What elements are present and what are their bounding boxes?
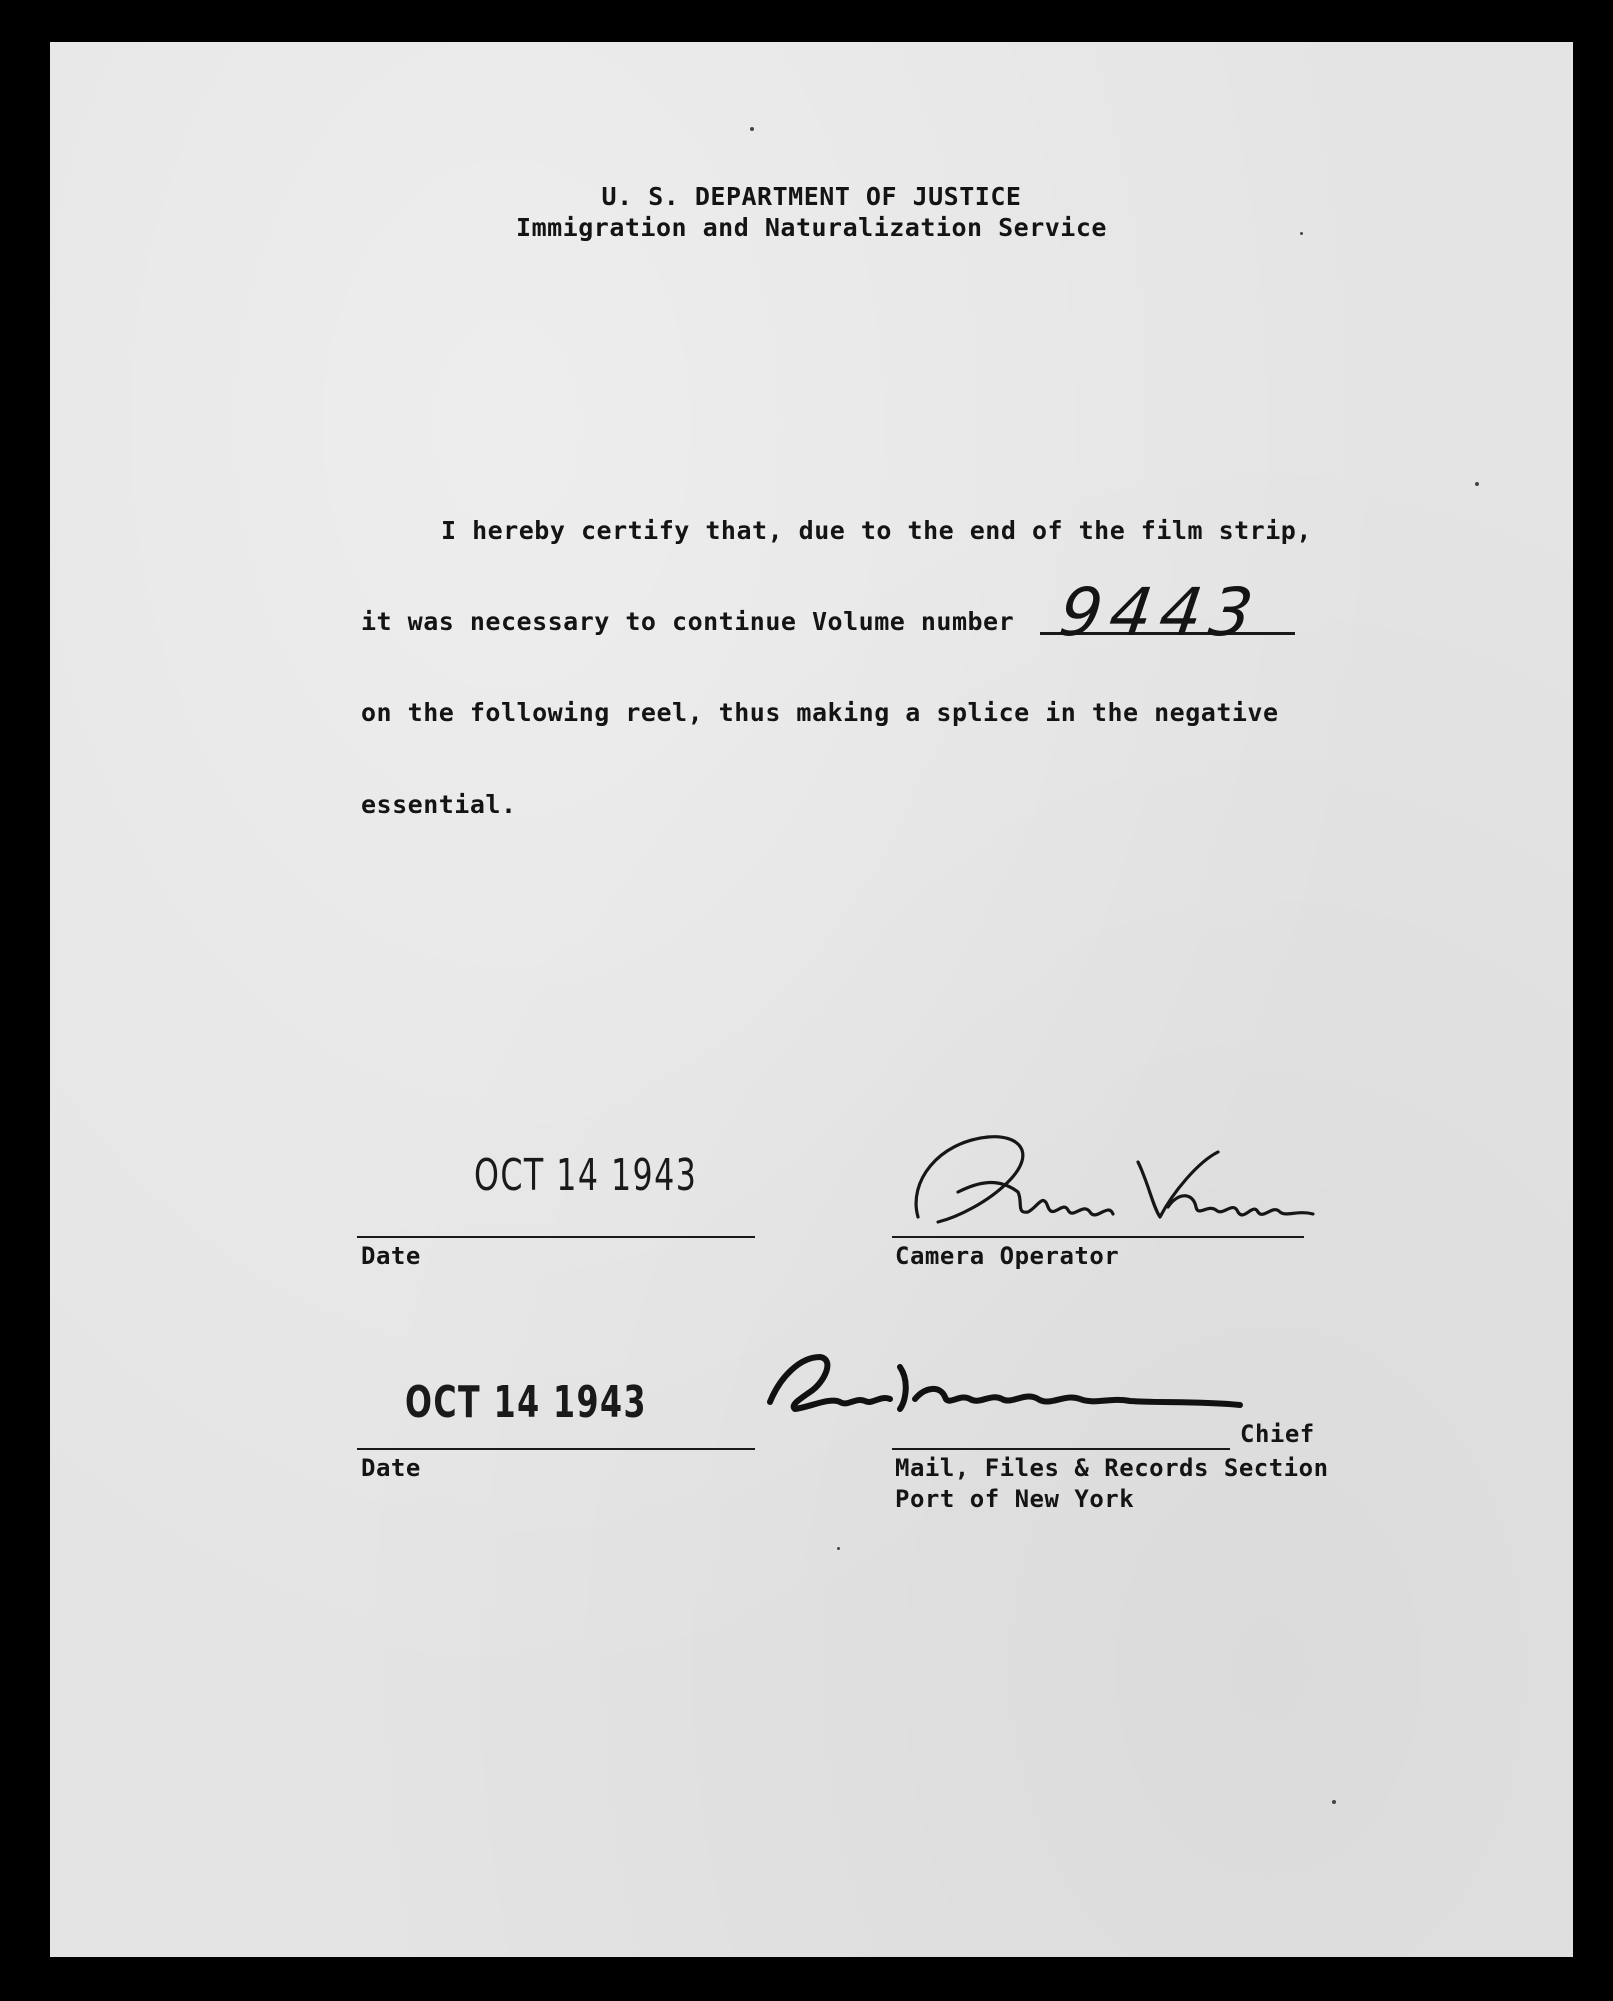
paper-speck bbox=[750, 127, 754, 131]
camera-operator-label: Camera Operator bbox=[895, 1242, 1120, 1270]
date-label-1: Date bbox=[361, 1242, 421, 1270]
paper-speck bbox=[1332, 1800, 1336, 1804]
date-line-2 bbox=[357, 1448, 755, 1450]
certification-line-1: I hereby certify that, due to the end of the film strip, bbox=[441, 516, 1312, 545]
department-heading: U. S. DEPARTMENT OF JUSTICE bbox=[601, 182, 1022, 211]
date-stamp-2: OCT 14 1943 bbox=[405, 1377, 647, 1428]
date-label-2: Date bbox=[361, 1454, 421, 1482]
date-stamp-1: OCT 14 1943 bbox=[474, 1150, 698, 1201]
port-title: Port of New York bbox=[895, 1485, 1135, 1513]
certification-line-4: essential. bbox=[361, 790, 517, 819]
paper-speck bbox=[837, 1547, 840, 1550]
chief-signature-line bbox=[892, 1448, 1230, 1450]
document-page bbox=[50, 42, 1573, 1957]
chief-signature bbox=[740, 1327, 1260, 1447]
service-heading: Immigration and Naturalization Service bbox=[516, 213, 1107, 242]
section-title: Mail, Files & Records Section bbox=[895, 1454, 1329, 1482]
camera-operator-signature bbox=[898, 1122, 1318, 1242]
paper-speck bbox=[1475, 482, 1479, 486]
certification-line-2: it was necessary to continue Volume number bbox=[361, 607, 1015, 636]
paper-speck bbox=[1300, 232, 1303, 235]
certification-line-3: on the following reel, thus making a splice in the negative bbox=[361, 698, 1279, 727]
chief-title: Chief bbox=[1240, 1420, 1315, 1448]
date-line-1 bbox=[357, 1236, 755, 1238]
camera-operator-line bbox=[892, 1236, 1304, 1238]
volume-number-handwritten: 9443 bbox=[1054, 574, 1266, 651]
